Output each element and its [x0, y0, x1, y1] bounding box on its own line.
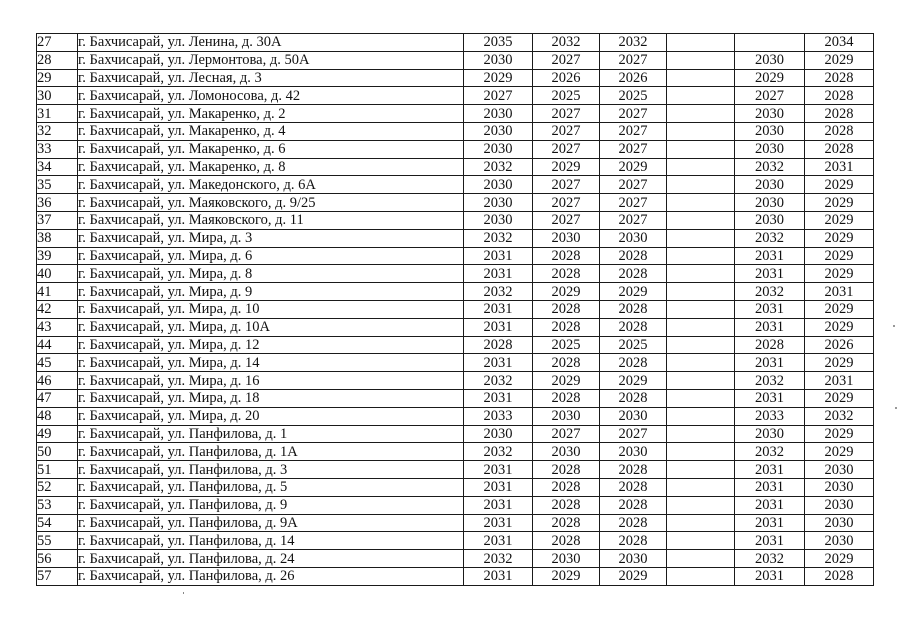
- year-cell: [667, 69, 735, 87]
- year-cell: 2030: [805, 461, 874, 479]
- year-cell: 2028: [600, 478, 667, 496]
- year-cell: [667, 87, 735, 105]
- row-number: 54: [37, 514, 78, 532]
- address-cell: г. Бахчисарай, ул. Макаренко, д. 4: [78, 122, 464, 140]
- year-cell: 2025: [533, 336, 600, 354]
- year-cell: 2032: [464, 229, 533, 247]
- year-cell: 2030: [600, 407, 667, 425]
- year-cell: 2030: [600, 550, 667, 568]
- row-number: 35: [37, 176, 78, 194]
- year-cell: 2031: [464, 532, 533, 550]
- year-cell: 2029: [805, 389, 874, 407]
- address-cell: г. Бахчисарай, ул. Панфилова, д. 14: [78, 532, 464, 550]
- year-cell: 2030: [805, 532, 874, 550]
- year-cell: 2028: [533, 532, 600, 550]
- row-number: 28: [37, 51, 78, 69]
- year-cell: 2031: [805, 158, 874, 176]
- year-cell: 2030: [464, 211, 533, 229]
- year-cell: 2030: [533, 229, 600, 247]
- year-cell: 2029: [533, 283, 600, 301]
- table-row: [37, 69, 874, 87]
- year-cell: 2031: [464, 300, 533, 318]
- year-cell: 2031: [735, 300, 805, 318]
- year-cell: 2029: [533, 158, 600, 176]
- year-cell: 2032: [735, 283, 805, 301]
- row-number: 55: [37, 532, 78, 550]
- year-cell: 2029: [600, 372, 667, 390]
- year-cell: 2031: [464, 514, 533, 532]
- year-cell: 2028: [600, 318, 667, 336]
- scan-speck: [895, 407, 897, 409]
- table-row: [37, 567, 874, 585]
- table-row: [37, 354, 874, 372]
- year-cell: [667, 318, 735, 336]
- table-row: [37, 87, 874, 105]
- table-row: [37, 478, 874, 496]
- year-cell: 2026: [533, 69, 600, 87]
- year-cell: 2027: [600, 51, 667, 69]
- address-cell: г. Бахчисарай, ул. Панфилова, д. 9: [78, 496, 464, 514]
- year-cell: 2029: [805, 300, 874, 318]
- year-cell: 2031: [464, 567, 533, 585]
- year-cell: 2027: [533, 176, 600, 194]
- address-cell: г. Бахчисарай, ул. Мира, д. 6: [78, 247, 464, 265]
- year-cell: 2031: [735, 514, 805, 532]
- year-cell: 2029: [805, 425, 874, 443]
- year-cell: 2031: [735, 461, 805, 479]
- year-cell: 2032: [735, 229, 805, 247]
- year-cell: 2025: [533, 87, 600, 105]
- year-cell: 2028: [600, 496, 667, 514]
- year-cell: 2028: [805, 140, 874, 158]
- year-cell: 2032: [735, 550, 805, 568]
- year-cell: [735, 34, 805, 52]
- row-number: 34: [37, 158, 78, 176]
- year-cell: [667, 300, 735, 318]
- address-cell: г. Бахчисарай, ул. Мира, д. 10: [78, 300, 464, 318]
- table-row: [37, 34, 874, 52]
- year-cell: 2031: [464, 265, 533, 283]
- year-cell: 2028: [533, 265, 600, 283]
- year-cell: 2028: [600, 389, 667, 407]
- table-row: [37, 247, 874, 265]
- year-cell: 2027: [533, 140, 600, 158]
- year-cell: 2028: [805, 69, 874, 87]
- year-cell: 2028: [805, 122, 874, 140]
- year-cell: 2031: [735, 567, 805, 585]
- year-cell: 2030: [533, 550, 600, 568]
- year-cell: 2027: [600, 211, 667, 229]
- year-cell: 2028: [600, 354, 667, 372]
- year-cell: 2028: [533, 478, 600, 496]
- year-cell: 2031: [464, 461, 533, 479]
- year-cell: [667, 283, 735, 301]
- scan-speck: [183, 592, 184, 594]
- year-cell: 2030: [805, 496, 874, 514]
- year-cell: [667, 514, 735, 532]
- scan-speck: [893, 325, 895, 327]
- year-cell: 2034: [805, 34, 874, 52]
- year-cell: 2030: [735, 211, 805, 229]
- year-cell: [667, 389, 735, 407]
- year-cell: 2029: [805, 443, 874, 461]
- address-cell: г. Бахчисарай, ул. Мира, д. 12: [78, 336, 464, 354]
- row-number: 51: [37, 461, 78, 479]
- row-number: 47: [37, 389, 78, 407]
- year-cell: [667, 532, 735, 550]
- row-number: 41: [37, 283, 78, 301]
- row-number: 29: [37, 69, 78, 87]
- year-cell: 2027: [600, 176, 667, 194]
- year-cell: 2030: [600, 443, 667, 461]
- row-number: 40: [37, 265, 78, 283]
- year-cell: 2031: [464, 389, 533, 407]
- year-cell: 2028: [600, 247, 667, 265]
- address-cell: г. Бахчисарай, ул. Лесная, д. 3: [78, 69, 464, 87]
- year-cell: 2029: [533, 567, 600, 585]
- row-number: 49: [37, 425, 78, 443]
- year-cell: 2031: [464, 354, 533, 372]
- year-cell: 2027: [533, 194, 600, 212]
- address-cell: г. Бахчисарай, ул. Ломоносова, д. 42: [78, 87, 464, 105]
- address-cell: г. Бахчисарай, ул. Панфилова, д. 3: [78, 461, 464, 479]
- table-row: [37, 283, 874, 301]
- year-cell: 2030: [533, 407, 600, 425]
- address-cell: г. Бахчисарай, ул. Макаренко, д. 2: [78, 105, 464, 123]
- address-cell: г. Бахчисарай, ул. Панфилова, д. 1: [78, 425, 464, 443]
- year-cell: 2028: [600, 532, 667, 550]
- year-cell: 2028: [533, 247, 600, 265]
- table-row: [37, 194, 874, 212]
- row-number: 42: [37, 300, 78, 318]
- year-cell: 2031: [464, 496, 533, 514]
- address-cell: г. Бахчисарай, ул. Панфилова, д. 5: [78, 478, 464, 496]
- year-cell: 2028: [533, 389, 600, 407]
- year-cell: 2031: [805, 283, 874, 301]
- address-cell: г. Бахчисарай, ул. Макаренко, д. 6: [78, 140, 464, 158]
- year-cell: [667, 140, 735, 158]
- year-cell: [667, 461, 735, 479]
- year-cell: 2028: [805, 105, 874, 123]
- year-cell: [667, 176, 735, 194]
- address-cell: г. Бахчисарай, ул. Ленина, д. 30А: [78, 34, 464, 52]
- year-cell: 2030: [600, 229, 667, 247]
- year-cell: 2030: [735, 140, 805, 158]
- year-cell: 2028: [805, 87, 874, 105]
- year-cell: [667, 122, 735, 140]
- year-cell: 2028: [533, 461, 600, 479]
- table-row: [37, 229, 874, 247]
- row-number: 56: [37, 550, 78, 568]
- year-cell: 2027: [533, 425, 600, 443]
- table-row: [37, 265, 874, 283]
- year-cell: 2031: [464, 318, 533, 336]
- year-cell: [667, 425, 735, 443]
- table-row: [37, 443, 874, 461]
- year-cell: [667, 247, 735, 265]
- year-cell: 2032: [464, 443, 533, 461]
- year-cell: 2030: [464, 122, 533, 140]
- year-cell: [667, 158, 735, 176]
- row-number: 43: [37, 318, 78, 336]
- year-cell: 2031: [735, 389, 805, 407]
- year-cell: 2028: [533, 300, 600, 318]
- row-number: 57: [37, 567, 78, 585]
- year-cell: [667, 211, 735, 229]
- year-cell: 2031: [805, 372, 874, 390]
- address-cell: г. Бахчисарай, ул. Лермонтова, д. 50А: [78, 51, 464, 69]
- row-number: 52: [37, 478, 78, 496]
- year-cell: 2029: [805, 354, 874, 372]
- table-row: [37, 336, 874, 354]
- year-cell: 2027: [600, 194, 667, 212]
- year-cell: 2028: [600, 265, 667, 283]
- year-cell: 2027: [600, 122, 667, 140]
- year-cell: 2027: [533, 51, 600, 69]
- row-number: 30: [37, 87, 78, 105]
- table-row: [37, 105, 874, 123]
- year-cell: [667, 372, 735, 390]
- repair-schedule-table: [36, 33, 874, 586]
- year-cell: 2028: [533, 318, 600, 336]
- address-cell: г. Бахчисарай, ул. Макаренко, д. 8: [78, 158, 464, 176]
- address-cell: г. Бахчисарай, ул. Панфилова, д. 26: [78, 567, 464, 585]
- year-cell: [667, 194, 735, 212]
- address-cell: г. Бахчисарай, ул. Панфилова, д. 24: [78, 550, 464, 568]
- address-cell: г. Бахчисарай, ул. Македонского, д. 6А: [78, 176, 464, 194]
- table-row: [37, 461, 874, 479]
- year-cell: 2029: [600, 283, 667, 301]
- year-cell: 2029: [805, 194, 874, 212]
- year-cell: 2031: [735, 496, 805, 514]
- year-cell: 2032: [735, 158, 805, 176]
- address-cell: г. Бахчисарай, ул. Маяковского, д. 9/25: [78, 194, 464, 212]
- table-row: [37, 140, 874, 158]
- table-row: [37, 318, 874, 336]
- year-cell: [667, 34, 735, 52]
- year-cell: 2028: [600, 514, 667, 532]
- year-cell: 2032: [464, 158, 533, 176]
- year-cell: 2035: [464, 34, 533, 52]
- year-cell: [667, 550, 735, 568]
- year-cell: [667, 496, 735, 514]
- table-row: [37, 372, 874, 390]
- year-cell: 2030: [735, 51, 805, 69]
- year-cell: [667, 443, 735, 461]
- year-cell: 2031: [735, 532, 805, 550]
- table-row: [37, 550, 874, 568]
- year-cell: 2032: [600, 34, 667, 52]
- year-cell: [667, 51, 735, 69]
- year-cell: 2030: [533, 443, 600, 461]
- year-cell: [667, 265, 735, 283]
- table-row: [37, 389, 874, 407]
- table-row: [37, 514, 874, 532]
- year-cell: 2030: [735, 425, 805, 443]
- table-row: [37, 158, 874, 176]
- row-number: 45: [37, 354, 78, 372]
- year-cell: 2030: [464, 51, 533, 69]
- year-cell: 2030: [464, 425, 533, 443]
- row-number: 38: [37, 229, 78, 247]
- year-cell: 2031: [735, 247, 805, 265]
- year-cell: 2029: [805, 247, 874, 265]
- address-cell: г. Бахчисарай, ул. Мира, д. 3: [78, 229, 464, 247]
- row-number: 27: [37, 34, 78, 52]
- address-cell: г. Бахчисарай, ул. Мира, д. 20: [78, 407, 464, 425]
- table-row: [37, 300, 874, 318]
- row-number: 33: [37, 140, 78, 158]
- year-cell: [667, 105, 735, 123]
- row-number: 39: [37, 247, 78, 265]
- year-cell: 2029: [600, 567, 667, 585]
- year-cell: 2029: [805, 229, 874, 247]
- year-cell: 2025: [600, 87, 667, 105]
- year-cell: 2031: [735, 318, 805, 336]
- year-cell: 2027: [600, 425, 667, 443]
- address-cell: г. Бахчисарай, ул. Панфилова, д. 1А: [78, 443, 464, 461]
- year-cell: [667, 229, 735, 247]
- year-cell: 2028: [533, 514, 600, 532]
- address-cell: г. Бахчисарай, ул. Мира, д. 9: [78, 283, 464, 301]
- row-number: 53: [37, 496, 78, 514]
- year-cell: 2029: [805, 176, 874, 194]
- year-cell: 2029: [805, 318, 874, 336]
- year-cell: 2033: [464, 407, 533, 425]
- year-cell: 2032: [464, 372, 533, 390]
- table-body: [37, 34, 874, 586]
- year-cell: 2030: [464, 194, 533, 212]
- year-cell: 2029: [735, 69, 805, 87]
- row-number: 37: [37, 211, 78, 229]
- table-row: [37, 496, 874, 514]
- year-cell: 2029: [464, 69, 533, 87]
- year-cell: 2028: [464, 336, 533, 354]
- address-cell: г. Бахчисарай, ул. Маяковского, д. 11: [78, 211, 464, 229]
- year-cell: 2029: [805, 550, 874, 568]
- year-cell: 2027: [533, 122, 600, 140]
- year-cell: 2029: [533, 372, 600, 390]
- table-row: [37, 425, 874, 443]
- table-row: [37, 51, 874, 69]
- address-cell: г. Бахчисарай, ул. Мира, д. 10А: [78, 318, 464, 336]
- address-cell: г. Бахчисарай, ул. Мира, д. 14: [78, 354, 464, 372]
- year-cell: 2032: [464, 550, 533, 568]
- year-cell: 2029: [805, 265, 874, 283]
- year-cell: 2031: [735, 478, 805, 496]
- year-cell: 2031: [464, 247, 533, 265]
- address-cell: г. Бахчисарай, ул. Панфилова, д. 9А: [78, 514, 464, 532]
- table-row: [37, 407, 874, 425]
- table-row: [37, 176, 874, 194]
- year-cell: 2030: [805, 514, 874, 532]
- year-cell: 2030: [735, 122, 805, 140]
- year-cell: 2031: [735, 354, 805, 372]
- row-number: 50: [37, 443, 78, 461]
- year-cell: 2028: [600, 300, 667, 318]
- year-cell: 2032: [805, 407, 874, 425]
- row-number: 31: [37, 105, 78, 123]
- row-number: 46: [37, 372, 78, 390]
- address-cell: г. Бахчисарай, ул. Мира, д. 8: [78, 265, 464, 283]
- year-cell: 2030: [464, 140, 533, 158]
- year-cell: [667, 407, 735, 425]
- year-cell: 2028: [533, 354, 600, 372]
- year-cell: 2027: [533, 105, 600, 123]
- year-cell: 2028: [805, 567, 874, 585]
- year-cell: 2027: [735, 87, 805, 105]
- year-cell: 2028: [600, 461, 667, 479]
- row-number: 48: [37, 407, 78, 425]
- year-cell: 2027: [533, 211, 600, 229]
- year-cell: 2030: [735, 105, 805, 123]
- year-cell: 2032: [533, 34, 600, 52]
- year-cell: 2030: [464, 176, 533, 194]
- year-cell: 2032: [735, 372, 805, 390]
- year-cell: 2025: [600, 336, 667, 354]
- year-cell: [667, 354, 735, 372]
- year-cell: 2032: [735, 443, 805, 461]
- year-cell: 2030: [735, 194, 805, 212]
- year-cell: 2032: [464, 283, 533, 301]
- year-cell: 2027: [600, 105, 667, 123]
- address-cell: г. Бахчисарай, ул. Мира, д. 18: [78, 389, 464, 407]
- year-cell: 2031: [464, 478, 533, 496]
- year-cell: 2029: [600, 158, 667, 176]
- year-cell: 2026: [805, 336, 874, 354]
- table-row: [37, 122, 874, 140]
- year-cell: 2033: [735, 407, 805, 425]
- year-cell: 2030: [464, 105, 533, 123]
- table-row: [37, 211, 874, 229]
- year-cell: 2028: [533, 496, 600, 514]
- table-row: [37, 532, 874, 550]
- year-cell: 2031: [735, 265, 805, 283]
- year-cell: [667, 336, 735, 354]
- year-cell: 2030: [735, 176, 805, 194]
- year-cell: 2027: [600, 140, 667, 158]
- row-number: 44: [37, 336, 78, 354]
- year-cell: 2029: [805, 51, 874, 69]
- year-cell: 2029: [805, 211, 874, 229]
- year-cell: 2026: [600, 69, 667, 87]
- year-cell: [667, 567, 735, 585]
- year-cell: 2030: [805, 478, 874, 496]
- year-cell: 2027: [464, 87, 533, 105]
- row-number: 36: [37, 194, 78, 212]
- row-number: 32: [37, 122, 78, 140]
- address-cell: г. Бахчисарай, ул. Мира, д. 16: [78, 372, 464, 390]
- year-cell: [667, 478, 735, 496]
- year-cell: 2028: [735, 336, 805, 354]
